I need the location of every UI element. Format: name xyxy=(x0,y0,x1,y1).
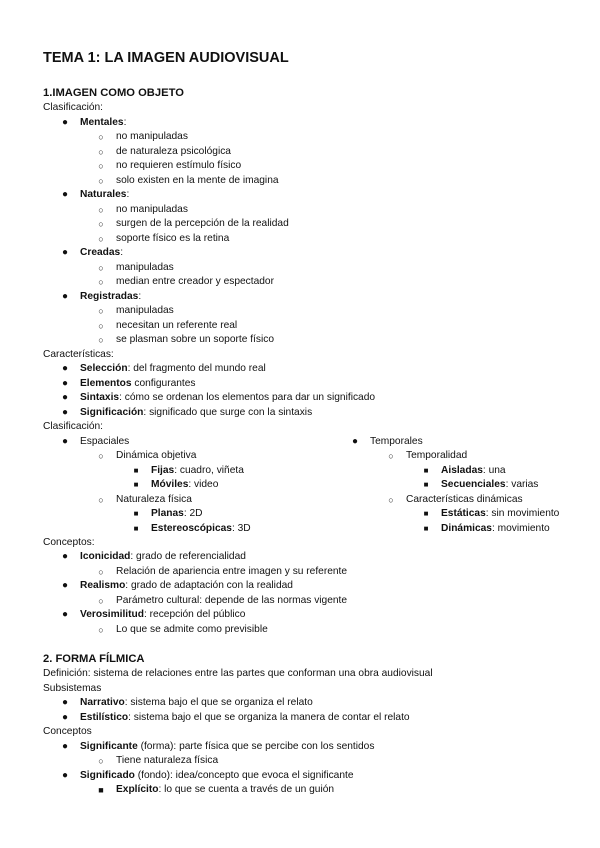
list-item: ● Significado (fondo): idea/concepto que evoca el significante xyxy=(43,769,573,784)
list-item: ● Sintaxis: cómo se ordenan los elementos para dar un significado xyxy=(43,391,573,406)
list-item: ○ Parámetro cultural: depende de las normas vigente xyxy=(43,594,573,609)
list-item: ○ Relación de apariencia entre imagen y su referente xyxy=(43,565,573,580)
list-item-naturales: ● Naturales: xyxy=(43,188,573,203)
list-item-creadas: ● Creadas: xyxy=(43,246,573,261)
circle-bullet-icon: ○ xyxy=(98,132,104,142)
list-item: ■ Fijas: cuadro, viñeta xyxy=(43,464,333,479)
list-item: ■ Estereoscópicas: 3D xyxy=(43,522,333,537)
circle-bullet-icon: ○ xyxy=(98,161,104,171)
two-column-list xyxy=(43,435,573,536)
bullet-icon: ● xyxy=(61,377,69,389)
bullet-icon: ● xyxy=(61,580,69,591)
square-bullet-icon: ■ xyxy=(423,509,429,518)
bullet-icon: ● xyxy=(351,435,359,447)
list-item: ■ Explícito: lo que se cuenta a través de un guión xyxy=(43,783,573,798)
list-item: ○ Características dinámicas xyxy=(333,493,573,508)
square-bullet-icon: ■ xyxy=(133,523,139,533)
bullet-icon: ● xyxy=(61,290,69,302)
list-item: ○ manipuladas xyxy=(43,261,573,276)
list-item: ○ se plasman sobre un soporte físico xyxy=(43,333,573,348)
bullet-icon: ● xyxy=(61,116,69,128)
circle-bullet-icon: ○ xyxy=(98,451,104,461)
document-page xyxy=(43,48,573,798)
list-item: ■ Estáticas: sin movimiento xyxy=(333,507,573,522)
square-bullet-icon: ■ xyxy=(133,480,139,489)
circle-bullet-icon: ○ xyxy=(98,595,104,606)
list-item: ○ median entre creador y espectador xyxy=(43,275,573,290)
list-item: ■ Secuenciales: varias xyxy=(333,478,573,493)
square-bullet-icon: ■ xyxy=(133,509,139,518)
list-item: ○ Tiene naturaleza física xyxy=(43,754,573,769)
list-item: ○ Dinámica objetiva xyxy=(43,449,333,464)
clasificacion-2-label: Clasificación: xyxy=(43,421,104,432)
circle-bullet-icon: ○ xyxy=(98,335,104,345)
bullet-icon: ● xyxy=(61,711,69,723)
list-item: ● Elementos configurantes xyxy=(43,377,573,392)
caracteristicas-label: Características: xyxy=(43,348,114,360)
list-item: ● Estilístico: sistema bajo el que se organiza la manera de contar el relato xyxy=(43,711,573,726)
square-bullet-icon: ■ xyxy=(423,523,429,533)
list-item: ○ no requieren estímulo físico xyxy=(43,159,573,174)
bullet-icon: ● xyxy=(61,435,69,447)
circle-bullet-icon: ○ xyxy=(98,146,104,157)
square-bullet-icon: ■ xyxy=(133,465,139,475)
list-item: ■ Aisladas: una xyxy=(333,464,573,479)
circle-bullet-icon: ○ xyxy=(98,320,104,331)
list-item: ○ Temporalidad xyxy=(333,449,573,464)
list-item: ○ soporte físico es la retina xyxy=(43,232,573,247)
bullet-icon: ● xyxy=(61,769,69,781)
list-item: ● Verosimilitud: recepción del público xyxy=(43,608,573,623)
page-title: TEMA 1: LA IMAGEN AUDIOVISUAL xyxy=(43,50,289,66)
circle-bullet-icon: ○ xyxy=(98,566,104,577)
section-2-heading: 2. FORMA FÍLMICA xyxy=(43,653,145,665)
circle-bullet-icon: ○ xyxy=(98,277,104,287)
circle-bullet-icon: ○ xyxy=(98,175,104,186)
circle-bullet-icon: ○ xyxy=(98,756,104,766)
list-item-registradas: ● Registradas: xyxy=(43,290,573,305)
circle-bullet-icon: ○ xyxy=(388,451,394,461)
bullet-icon: ● xyxy=(61,406,69,418)
list-item: ● Significación: significado que surge con la sintaxis xyxy=(43,406,573,421)
list-item: ● Espaciales xyxy=(43,435,333,450)
square-bullet-icon: ■ xyxy=(423,465,429,475)
list-item: ○ no manipuladas xyxy=(43,203,573,218)
list-item: ■ Dinámicas: movimiento xyxy=(333,522,573,537)
definicion-text: Definición: sistema de relaciones entre las partes que conforman una obra audiovisual xyxy=(43,668,433,679)
bullet-icon: ● xyxy=(61,697,69,708)
list-item: ○ no manipuladas xyxy=(43,130,573,145)
list-item: ● Selección: del fragmento del mundo real xyxy=(43,362,573,377)
temporales-column xyxy=(333,435,573,537)
list-item: ● Temporales xyxy=(333,435,573,450)
list-item: ○ Naturaleza física xyxy=(43,493,333,508)
bullet-icon: ● xyxy=(61,392,69,403)
list-item: ○ Lo que se admite como previsible xyxy=(43,623,573,638)
list-item: ○ necesitan un referente real xyxy=(43,319,573,334)
circle-bullet-icon: ○ xyxy=(98,262,104,273)
clasificacion-label: Clasificación: xyxy=(43,102,104,113)
list-item: ○ manipuladas xyxy=(43,304,573,319)
list-item: ■ Móviles: video xyxy=(43,478,333,493)
bullet-icon: ● xyxy=(61,740,69,752)
conceptos-2-label: Conceptos xyxy=(43,726,92,737)
list-item: ● Iconicidad: grado de referencialidad xyxy=(43,550,573,565)
bullet-icon: ● xyxy=(61,551,69,562)
list-item: ○ surgen de la percepción de la realidad xyxy=(43,217,573,232)
section-1-heading: 1.IMAGEN COMO OBJETO xyxy=(43,87,184,99)
circle-bullet-icon: ○ xyxy=(98,494,104,505)
square-bullet-icon: ■ xyxy=(423,480,429,489)
conceptos-label: Conceptos: xyxy=(43,536,95,548)
list-item: ● Significante (forma): parte física que se percibe con los sentidos xyxy=(43,740,573,755)
circle-bullet-icon: ○ xyxy=(98,204,104,215)
circle-bullet-icon: ○ xyxy=(98,306,104,316)
list-item: ○ de naturaleza psicológica xyxy=(43,145,573,160)
bullet-icon: ● xyxy=(61,247,69,258)
bullet-icon: ● xyxy=(61,609,69,620)
list-item: ■ Planas: 2D xyxy=(43,507,333,522)
list-item: ● Narrativo: sistema bajo el que se organiza el relato xyxy=(43,696,573,711)
espaciales-column xyxy=(43,435,333,537)
circle-bullet-icon: ○ xyxy=(388,494,394,505)
bullet-icon: ● xyxy=(61,363,69,374)
bullet-icon: ● xyxy=(61,189,69,200)
circle-bullet-icon: ○ xyxy=(98,219,104,229)
list-item-mentales: ● Mentales: xyxy=(43,116,573,131)
square-bullet-icon: ■ xyxy=(98,785,104,795)
list-item: ○ solo existen en la mente de imagina xyxy=(43,174,573,189)
list-item: ● Realismo: grado de adaptación con la realidad xyxy=(43,579,573,594)
circle-bullet-icon: ○ xyxy=(98,233,104,244)
subsistemas-label: Subsistemas xyxy=(43,682,102,694)
circle-bullet-icon: ○ xyxy=(98,624,104,635)
